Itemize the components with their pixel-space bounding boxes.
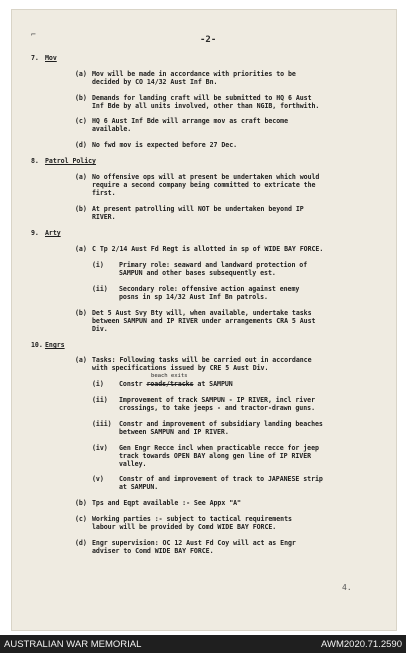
sec10-number: 10.	[31, 341, 43, 349]
sec7-d-line1: No fwd mov is expected before 27 Dec.	[92, 141, 238, 149]
sec8-number: 8.	[31, 157, 39, 165]
sec7-b-line2: Inf Bde by all units involved, other than NGIB, forthwith.	[92, 102, 320, 110]
sec8-b-label: (b)	[75, 205, 87, 213]
sec10-d-line2: adviser to Comd WIDE BAY FORCE.	[92, 547, 214, 555]
document-page	[11, 9, 397, 631]
sec10-v-line1: Constr of and improvement of track to JAPANESE strip	[119, 475, 323, 483]
footer-bar	[0, 635, 406, 653]
sec9-ii-line2: posns in sp 14/32 Aust Inf Bn patrols.	[119, 293, 268, 301]
sec10-b-line1: Tps and Eqpt available :- See Appx "A"	[92, 499, 241, 507]
sec10-b-label: (b)	[75, 499, 87, 507]
sec8-b-line1: At present patrolling will NOT be undertaken beyond IP	[92, 205, 304, 213]
sec10-ii-label: (ii)	[92, 396, 108, 404]
sec10-iii-line1: Constr and improvement of subsidiary landing beaches	[119, 420, 323, 428]
sec10-iv-label: (iv)	[92, 444, 108, 452]
sec9-a-line1: C Tp 2/14 Aust Fd Regt is allotted in sp of WIDE BAY FORCE.	[92, 245, 324, 253]
sec10-iv-line3: valley.	[119, 460, 147, 468]
margin-mark-top: ⌐	[31, 30, 36, 39]
struck-text: roads/tracks	[146, 380, 194, 388]
sec10-v-line2: at SAMPUN.	[119, 483, 159, 491]
sec10-title: Engrs	[45, 341, 65, 349]
sec8-a-line1: No offensive ops will at present be undertaken which would	[92, 173, 320, 181]
sec9-a-label: (a)	[75, 245, 87, 253]
margin-mark-bottom: 4.	[342, 583, 352, 592]
handwritten-insert: beach exits	[151, 373, 188, 379]
sec10-a-line1: Tasks: Following tasks will be carried out in accordance	[92, 356, 312, 364]
sec9-ii-line1: Secondary role: offensive action against enemy	[119, 285, 300, 293]
sec10-d-line1: Engr supervision: OC 12 Aust Fd Coy will act as Engr	[92, 539, 296, 547]
sec7-b-line1: Demands for landing craft will be submitted to HQ 6 Aust	[92, 94, 312, 102]
page-number: -2-	[200, 35, 217, 45]
sec7-a-line1: Mov will be made in accordance with priorities to be	[92, 70, 296, 78]
sec10-i-post: at SAMPUN	[197, 380, 233, 388]
sec9-b-line3: Div.	[92, 325, 108, 333]
footer-accession-number: AWM2020.71.2590	[321, 639, 402, 650]
sec9-b-line2: between SAMPUN and IP RIVER under arrangements CRA 5 Aust	[92, 317, 316, 325]
sec10-iv-line1: Gen Engr Recce incl when practicable recce for jeep	[119, 444, 319, 452]
sec7-number: 7.	[31, 54, 39, 62]
sec8-a-label: (a)	[75, 173, 87, 181]
sec10-i-label: (i)	[92, 380, 104, 388]
sec9-b-label: (b)	[75, 309, 87, 317]
sec10-c-line1: Working parties :- subject to tactical requirements	[92, 515, 292, 523]
sec7-c-line1: HQ 6 Aust Inf Bde will arrange mov as craft become	[92, 117, 288, 125]
sec8-a-line3: first.	[92, 189, 116, 197]
sec10-a-line2: with specifications issued by CRE 5 Aust Div.	[92, 364, 269, 372]
sec10-d-label: (d)	[75, 539, 87, 547]
sec9-title: Arty	[45, 229, 61, 237]
sec10-iii-label: (iii)	[92, 420, 112, 428]
sec8-title: Patrol Policy	[45, 157, 96, 165]
sec10-i-line	[119, 380, 233, 388]
sec10-c-label: (c)	[75, 515, 87, 523]
sec7-title: Mov	[45, 54, 57, 62]
sec10-v-label: (v)	[92, 475, 104, 483]
sec10-a-label: (a)	[75, 356, 87, 364]
sec7-b-label: (b)	[75, 94, 87, 102]
sec8-b-line2: RIVER.	[92, 213, 116, 221]
sec7-a-line2: decided by CO 14/32 Aust Inf Bn.	[92, 78, 218, 86]
sec9-number: 9.	[31, 229, 39, 237]
sec10-iv-line2: track towards OPEN BAY along gen line of IP RIVER	[119, 452, 312, 460]
sec10-i-pre: Constr	[119, 380, 143, 388]
sec10-c-line2: labour will be provided by Comd WIDE BAY FORCE.	[92, 523, 277, 531]
sec8-a-line2: require a second company being committed to extricate the	[92, 181, 316, 189]
sec10-iii-line2: between SAMPUN and IP RIVER.	[119, 428, 229, 436]
sec9-i-line1: Primary role: seaward and landward protection of	[119, 261, 308, 269]
sec9-i-line2: SAMPUN and other bases subsequently est.	[119, 269, 276, 277]
sec7-c-label: (c)	[75, 117, 87, 125]
footer-institution: AUSTRALIAN WAR MEMORIAL	[4, 639, 142, 650]
sec9-b-line1: Det 5 Aust Svy Bty will, when available, undertake tasks	[92, 309, 312, 317]
sec9-i-label: (i)	[92, 261, 104, 269]
sec7-a-label: (a)	[75, 70, 87, 78]
sec10-ii-line1: Improvement of track SAMPUN - IP RIVER, incl river	[119, 396, 315, 404]
sec10-ii-line2: crossings, to take jeeps - and tractor-drawn guns.	[119, 404, 315, 412]
sec7-d-label: (d)	[75, 141, 87, 149]
sec9-ii-label: (ii)	[92, 285, 108, 293]
sec7-c-line2: available.	[92, 125, 132, 133]
